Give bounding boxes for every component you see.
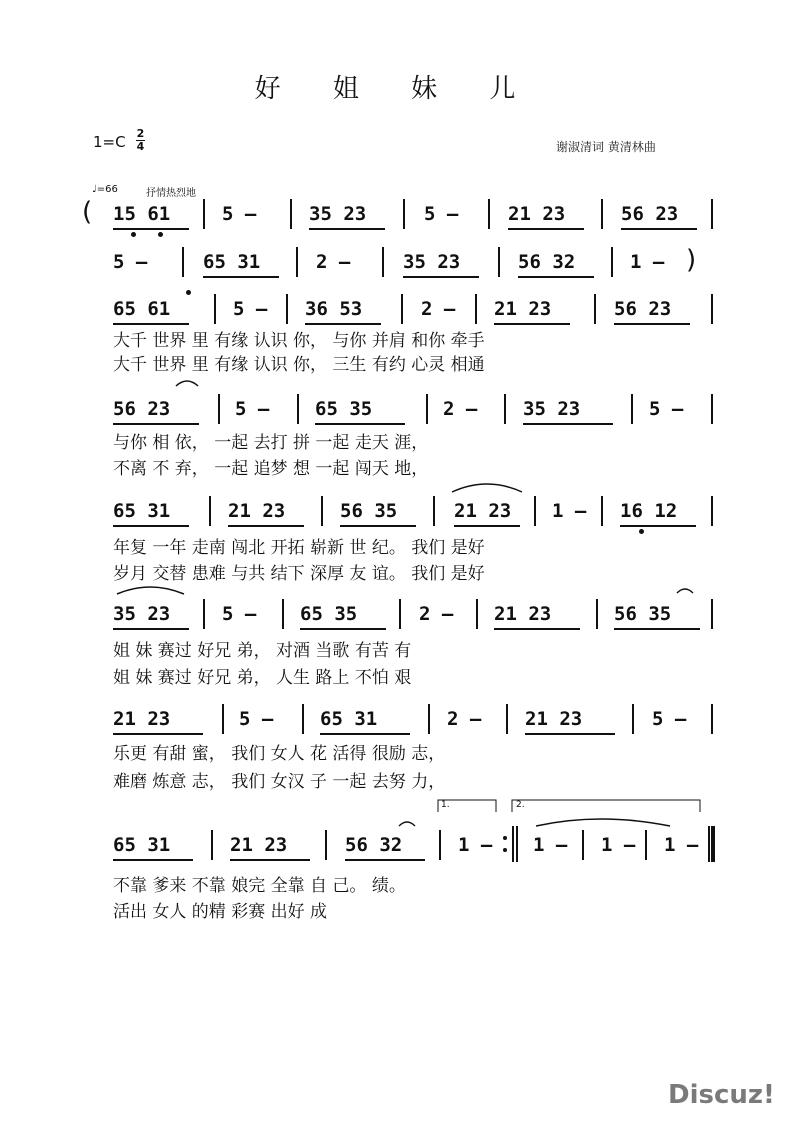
measure-6-5: 21 23: [494, 603, 552, 625]
lyrics-row-3-verse-1: 大千 世界 里 有缘 认识 你， 与你 并肩 和你 牵手: [113, 331, 485, 351]
measure-3-6: 56 23: [614, 298, 672, 320]
lyrics-row-4-verse-2: 不离 不 弃， 一起 追梦 想 一起 闯天 地，: [113, 459, 429, 479]
measure-6-4: 2 –: [419, 603, 454, 625]
measure-4-4: 2 –: [443, 398, 478, 420]
lyrics-row-4-verse-1: 与你 相 依， 一起 去打 拼 一起 走天 涯，: [113, 433, 429, 453]
credits: 谢淑清词 黄清林曲: [556, 140, 656, 154]
measure-8-6: 1 –: [601, 834, 636, 856]
measure-8-3: 56 32: [345, 834, 403, 856]
slur: [117, 587, 184, 594]
measure-1-3: 35 23: [309, 203, 367, 225]
volta-2-label: 2.: [516, 800, 525, 810]
measure-8-2: 21 23: [230, 834, 288, 856]
measure-8-5: 1 –: [533, 834, 568, 856]
measure-3-4: 2 –: [421, 298, 456, 320]
measure-1-5: 21 23: [508, 203, 566, 225]
slur: [452, 484, 522, 492]
slur: [677, 589, 693, 593]
measure-2-6: 1 –: [630, 251, 665, 273]
measure-5-5: 1 –: [552, 500, 587, 522]
lyrics-row-5-verse-2: 岁月 交替 患难 与共 结下 深厚 友 谊。 我们 是好: [113, 564, 485, 584]
lyrics-row-7-verse-1: 乐更 有甜 蜜， 我们 女人 花 活得 很励 志，: [113, 744, 446, 764]
lyrics-row-7-verse-2: 难磨 炼意 志， 我们 女汉 子 一起 去努 力，: [113, 772, 446, 792]
expression-mark: 抒情热烈地: [146, 188, 196, 199]
tie: [536, 819, 670, 826]
measure-1-6: 56 23: [621, 203, 679, 225]
volta-bracket-1: [438, 800, 496, 812]
watermark-logo: Discuz!: [668, 1080, 775, 1110]
measure-3-2: 5 –: [233, 298, 268, 320]
repeat-open-paren: (: [82, 197, 93, 227]
measure-8-4: 1 –: [458, 834, 493, 856]
time-signature-top: 2: [136, 127, 145, 140]
measure-6-1: 35 23: [113, 603, 171, 625]
volta-1-label: 1.: [441, 800, 450, 810]
lyrics-row-6-verse-2: 姐 妹 赛过 好兄 弟， 人生 路上 不怕 艰: [113, 668, 412, 688]
measure-2-4: 35 23: [403, 251, 461, 273]
measure-2-2: 65 31: [203, 251, 261, 273]
measure-4-3: 65 35: [315, 398, 373, 420]
measure-2-1: 5 –: [113, 251, 148, 273]
measure-3-5: 21 23: [494, 298, 552, 320]
volta-bracket-2: [512, 800, 700, 812]
measure-3-1: 65 61: [113, 298, 171, 320]
measure-1-2: 5 –: [222, 203, 257, 225]
lyrics-row-3-verse-2: 大千 世界 里 有缘 认识 你， 三生 有约 心灵 相通: [113, 355, 485, 375]
measure-5-2: 21 23: [228, 500, 286, 522]
measure-5-6: 16 12: [620, 500, 678, 522]
measure-2-5: 56 32: [518, 251, 576, 273]
time-signature-bottom: 4: [136, 140, 145, 153]
measure-1-4: 5 –: [424, 203, 459, 225]
repeat-close-paren: ): [686, 245, 697, 275]
measure-8-1: 65 31: [113, 834, 171, 856]
tempo-mark: ♩=66: [92, 184, 118, 195]
slur: [176, 381, 198, 386]
measure-6-6: 56 35: [614, 603, 672, 625]
measure-5-4: 21 23: [454, 500, 512, 522]
measure-5-1: 65 31: [113, 500, 171, 522]
measure-4-5: 35 23: [523, 398, 581, 420]
measure-7-1: 21 23: [113, 708, 171, 730]
measure-4-1: 56 23: [113, 398, 171, 420]
measure-7-3: 65 31: [320, 708, 378, 730]
measure-7-6: 5 –: [652, 708, 687, 730]
measure-3-3: 36 53: [305, 298, 363, 320]
measure-6-2: 5 –: [222, 603, 257, 625]
measure-8-7: 1 –: [664, 834, 699, 856]
measure-1-1: 15 61: [113, 203, 171, 225]
measure-2-3: 2 –: [316, 251, 351, 273]
lyrics-row-5-verse-1: 年复 一年 走南 闯北 开拓 崭新 世 纪。 我们 是好: [113, 538, 485, 558]
key-signature: 1=C: [93, 133, 126, 151]
measure-7-2: 5 –: [239, 708, 274, 730]
measure-7-5: 21 23: [525, 708, 583, 730]
lyrics-row-8-verse-1: 不靠 爹来 不靠 娘完 全靠 自 己。 绩。: [113, 876, 406, 896]
measure-4-6: 5 –: [649, 398, 684, 420]
measure-6-3: 65 35: [300, 603, 358, 625]
song-title: 好 姐 妹 儿: [254, 74, 538, 104]
measure-4-2: 5 –: [235, 398, 270, 420]
lyrics-row-6-verse-1: 姐 妹 赛过 好兄 弟， 对酒 当歌 有苦 有: [113, 641, 412, 661]
slur: [399, 822, 415, 826]
measure-7-4: 2 –: [447, 708, 482, 730]
lyrics-row-8-verse-2: 活出 女人 的精 彩赛 出好 成: [113, 902, 328, 922]
measure-5-3: 56 35: [340, 500, 398, 522]
